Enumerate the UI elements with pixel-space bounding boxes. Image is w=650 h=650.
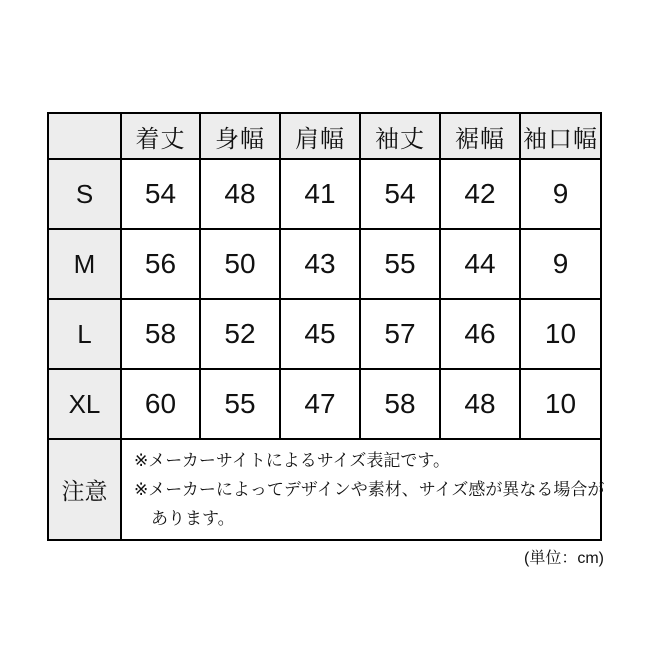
table-row [48, 229, 601, 299]
measurement-value: 52 [200, 299, 280, 369]
size-label: XL [48, 369, 121, 439]
corner-cell [48, 113, 121, 159]
measurement-value: 54 [121, 159, 200, 229]
note-row [48, 439, 601, 540]
column-header: 着丈 [121, 113, 200, 159]
measurement-value: 56 [121, 229, 200, 299]
measurement-value: 42 [440, 159, 520, 229]
measurement-value: 48 [200, 159, 280, 229]
table-row [48, 369, 601, 439]
measurement-value: 55 [200, 369, 280, 439]
column-header: 袖口幅 [520, 113, 601, 159]
size-chart-table [47, 112, 605, 541]
measurement-value: 60 [121, 369, 200, 439]
column-header: 身幅 [200, 113, 280, 159]
note-line: ※メーカーによってデザインや素材、サイズ感が異なる場合が [134, 480, 605, 499]
measurement-value: 54 [360, 159, 440, 229]
header-row [48, 113, 601, 159]
note-cell [121, 439, 605, 540]
measurement-value: 43 [280, 229, 360, 299]
measurement-value: 47 [280, 369, 360, 439]
note-line: あります。 [151, 509, 235, 528]
size-label: S [48, 159, 121, 229]
measurement-value: 55 [360, 229, 440, 299]
note-line: ※メーカーサイトによるサイズ表記です。 [134, 451, 450, 470]
measurement-value: 45 [280, 299, 360, 369]
measurement-value: 9 [520, 159, 601, 229]
measurement-value: 9 [520, 229, 601, 299]
size-label: L [48, 299, 121, 369]
measurement-value: 48 [440, 369, 520, 439]
measurement-value: 10 [520, 369, 601, 439]
column-header: 袖丈 [360, 113, 440, 159]
note-row-label: 注意 [48, 439, 121, 540]
table-row [48, 299, 601, 369]
measurement-value: 44 [440, 229, 520, 299]
measurement-value: 46 [440, 299, 520, 369]
measurement-value: 57 [360, 299, 440, 369]
column-header: 裾幅 [440, 113, 520, 159]
measurement-value: 58 [121, 299, 200, 369]
measurement-value: 50 [200, 229, 280, 299]
table-body [48, 159, 601, 439]
measurement-value: 58 [360, 369, 440, 439]
measurement-value: 10 [520, 299, 601, 369]
size-label: M [48, 229, 121, 299]
table-row [48, 159, 601, 229]
measurement-value: 41 [280, 159, 360, 229]
unit-label: (単位：cm) [524, 550, 604, 567]
column-header: 肩幅 [280, 113, 360, 159]
